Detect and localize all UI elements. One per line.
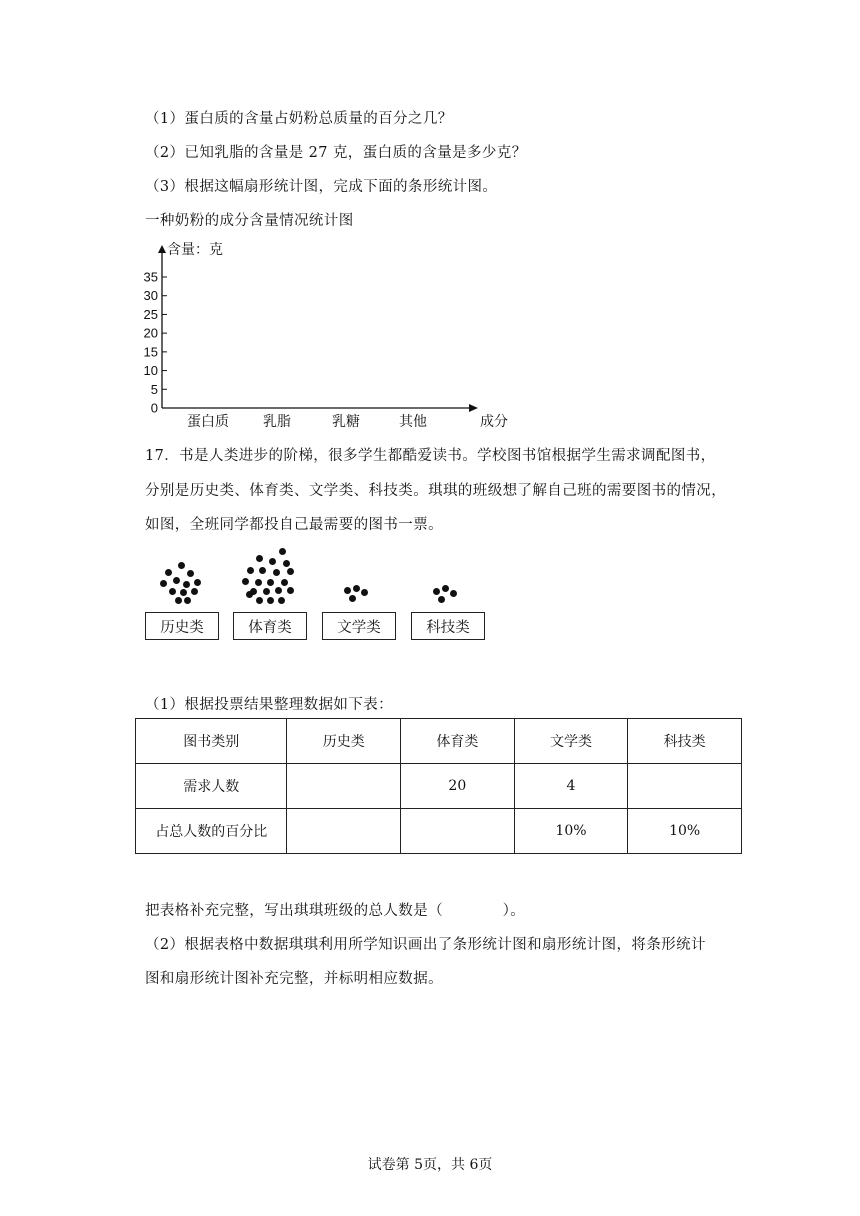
vote-dot [278,597,285,604]
vote-dot [160,580,167,587]
sub-question-1-intro: （1）根据投票结果整理数据如下表： [145,697,394,713]
vote-box-science: 科技类 [411,612,485,640]
vote-dot [256,555,263,562]
y-tick-label: 35 [143,269,158,285]
vote-dot [187,570,194,577]
vote-dot [242,578,249,585]
vote-dot [283,560,290,567]
vote-dot [169,588,176,595]
vote-dot [267,579,274,586]
table-cell-blank [287,809,401,854]
vote-dot [247,567,254,574]
vote-data-table [135,718,742,854]
vote-dot [256,597,263,604]
vote-dot [246,591,253,598]
vote-dot [191,588,198,595]
x-axis-label: 成分 [480,413,508,429]
y-tick-label: 10 [143,363,158,379]
vote-dot [273,569,280,576]
sub-question-2-line-2: 图和扇形统计图补充完整，并标明相应数据。 [145,971,443,987]
vote-dot [267,597,274,604]
table-cell: 10% [514,809,628,854]
page-footer: 试卷第 5页，共 6页 [367,1157,493,1173]
vote-dot [433,588,440,595]
vote-dot [255,579,262,586]
question-3: （3）根据这幅扇形统计图，完成下面的条形统计图。 [145,179,498,195]
y-tick-label: 20 [143,325,158,341]
vote-dot [438,596,445,603]
y-tick-label: 15 [143,344,158,360]
vote-dot [180,589,187,596]
table-cell: 4 [514,764,628,809]
table-cell-blank [628,764,742,809]
vote-dot [442,585,449,592]
vote-box-sports: 体育类 [233,612,307,640]
x-tick-label: 乳糖 [332,413,360,429]
chart-title: 一种奶粉的成分含量情况统计图 [145,213,354,229]
table-cell-blank [401,809,515,854]
question-1: （1）蛋白质的含量占奶粉总质量的百分之几？ [145,111,453,127]
table-cell: 占总人数的百分比 [136,809,287,854]
y-axis-arrow [158,245,166,253]
y-tick-label: 25 [143,306,158,322]
table-cell: 20 [401,764,515,809]
vote-dot [281,579,288,586]
table-cell: 科技类 [628,719,742,764]
vote-dot [361,589,368,596]
x-tick-label: 乳脂 [263,413,291,429]
y-tick-label: 5 [150,381,158,397]
vote-dot [450,590,457,597]
question-2: （2）已知乳脂的含量是 27 克，蛋白质的含量是多少克？ [145,145,527,161]
table-cell: 历史类 [287,719,401,764]
table-cell: 图书类别 [136,719,287,764]
vote-dot [165,569,172,576]
table-row [136,764,742,809]
vote-box-literature: 文学类 [322,612,396,640]
table-cell-blank [287,764,401,809]
vote-dot [183,581,190,588]
vote-dot [344,587,351,594]
y-axis-label: 含量：克 [167,241,223,257]
x-tick-label: 蛋白质 [187,413,229,429]
vote-dot [259,567,266,574]
table-row [136,809,742,854]
vote-dot [194,579,201,586]
x-tick-label: 其他 [399,413,427,429]
vote-dot [279,548,286,555]
vote-dot [353,585,360,592]
vote-box-history: 历史类 [145,612,219,640]
vote-dot [178,562,185,569]
vote-dot [287,568,294,575]
vote-dot [173,577,180,584]
table-cell: 需求人数 [136,764,287,809]
table-header-row [136,719,742,764]
vote-dot [175,597,182,604]
sub-question-2-line-1: （2）根据表格中数据琪琪利用所学知识画出了条形统计图和扇形统计图，将条形统计 [145,937,706,953]
vote-dot [349,595,356,602]
vote-dot [269,558,276,565]
table-cell: 10% [628,809,742,854]
x-axis-arrow [469,404,478,412]
y-tick-label: 0 [150,400,158,416]
vote-dot [263,588,270,595]
q17-line-1: 17．书是人类进步的阶梯，很多学生都酷爱读书。学校图书馆根据学生需求调配图书， [145,448,716,464]
table-cell: 文学类 [514,719,628,764]
fill-in-total: 把表格补充完整，写出琪琪班级的总人数是（ ）。 [145,903,526,919]
q17-line-2: 分别是历史类、体育类、文学类、科技类。琪琪的班级想了解自己班的需要图书的情况， [145,483,727,499]
q17-line-3: 如图，全班同学都投自己最需要的图书一票。 [145,517,443,533]
y-tick-label: 30 [143,288,158,304]
table-cell: 体育类 [401,719,515,764]
vote-dot [287,587,294,594]
vote-dot [275,587,282,594]
vote-dot [184,597,191,604]
